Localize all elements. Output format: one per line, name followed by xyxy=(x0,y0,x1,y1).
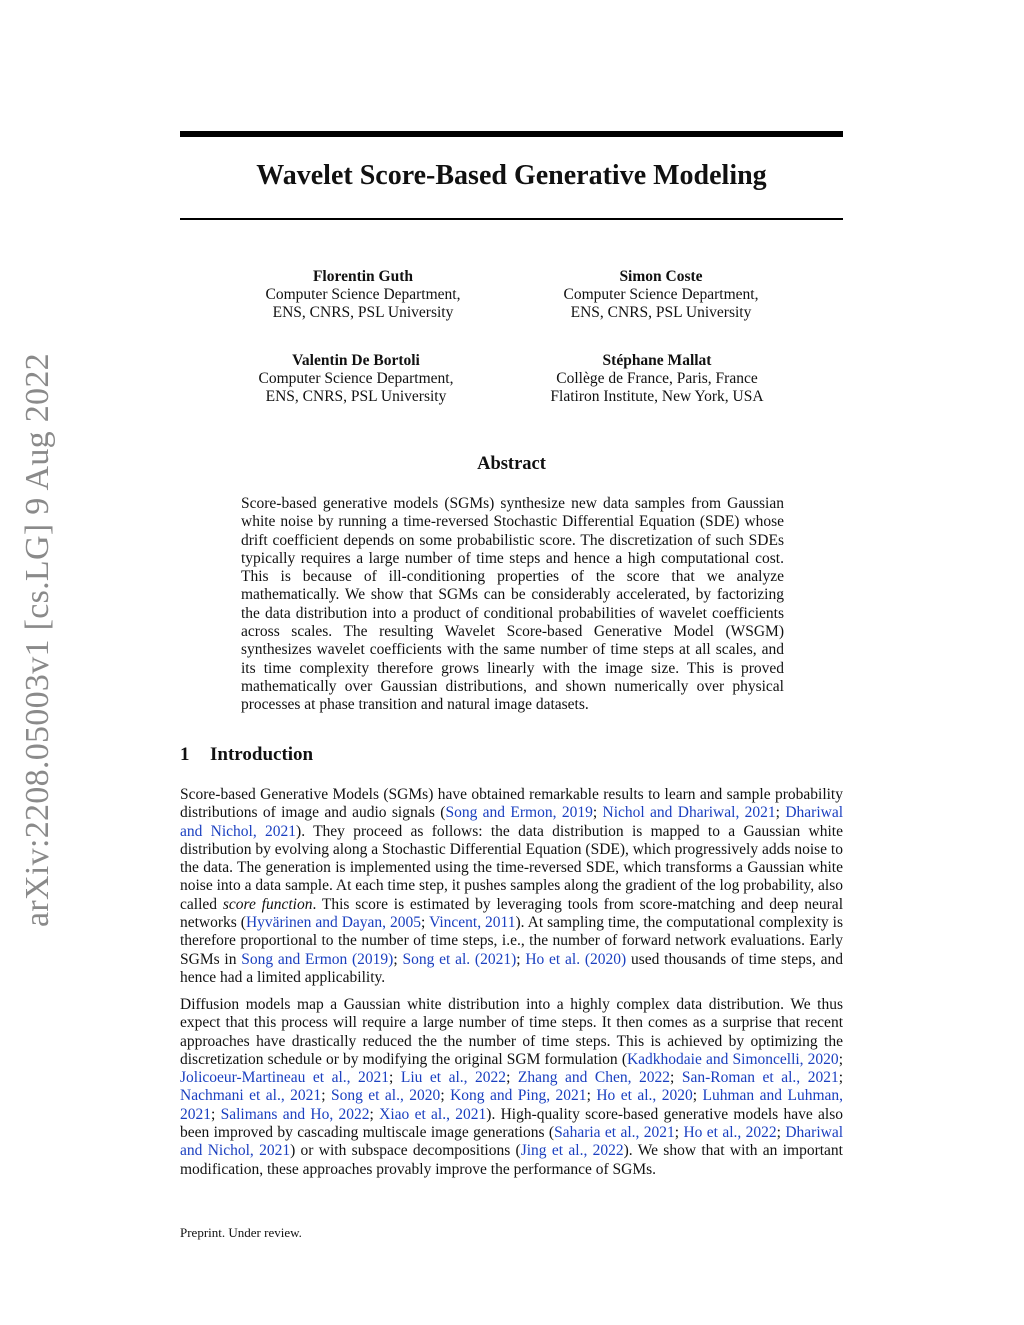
citation-link[interactable]: San-Roman et al., 2021 xyxy=(681,1069,839,1087)
arxiv-stamp xyxy=(6,350,70,930)
section-number: 1 xyxy=(180,744,190,765)
arxiv-stamp-text: arXiv:2208.05003v1 [cs.LG] 9 Aug 2022 xyxy=(19,353,56,927)
citation-link[interactable]: Ho et al. (2020) xyxy=(525,950,627,968)
citation-link[interactable]: Song and Ermon (2019) xyxy=(241,950,394,968)
author-affiliation: Computer Science Department, xyxy=(258,370,454,387)
citation-link[interactable]: Song et al., 2020 xyxy=(330,1087,441,1105)
intro-paragraph-1: Score-based Generative Models (SGMs) have obtained remarkable results to learn and sample probability distributions of image and audio signals (Song and Ermon, 2019; Nichol and Dhariwal, 2021; Dhariwal and Nichol, 2021). They proceed as follows: the data distribution is mapped to a Gaussian white distribution by evolving along a Stochastic Differential Equation (SDE), which progressively adds noise to the data. The generation is implemented using the time-reversed SDE, which transforms a Gaussian white noise into a data sample. At each time step, it pushes samples along the gradient of the log probability, also called score function. This score is estimated by leveraging tools from score-matching and deep neural networks (Hyvärinen and Dayan, 2005; Vincent, 2011). At sampling time, the computational complexity is therefore proportional to the number of time steps, i.e., the number of forward network evaluations. Early SGMs in Song and Ermon (2019); Song et al. (2021); Ho et al. (2020) used thousands of time steps, and hence had a limited applicability. xyxy=(180,786,844,986)
section-heading xyxy=(180,744,313,766)
citation-link[interactable]: Hyvärinen and Dayan, 2005 xyxy=(245,914,422,932)
author-affiliation: ENS, CNRS, PSL University xyxy=(570,304,752,321)
author-affiliation: Computer Science Department, xyxy=(563,286,759,303)
citation-link[interactable]: Salimans and Ho, 2022 xyxy=(220,1105,370,1123)
citation-link[interactable]: Kong and Ping, 2021 xyxy=(450,1087,587,1105)
citation-link[interactable]: Dhariwal and Nichol, 2021 xyxy=(180,804,844,840)
author-affiliation: Flatiron Institute, New York, USA xyxy=(550,388,764,405)
author-block xyxy=(511,268,811,322)
citation-link[interactable]: Nichol and Dhariwal, 2021 xyxy=(602,804,776,822)
abstract-text: Score-based generative models (SGMs) synthesize new data samples from Gaussian white noise by running a time-reversed Stochastic Differential Equation (SDE) whose drift coefficient depends on some probabilistic score. The discretization of such SDEs typically requires a large number of time steps and hence a high computational cost. This is because of ill-conditioning properties of the score that we analyze mathematically. We show that SGMs can be considerably accelerated, by factorizing the data distribution into a product of conditional probabilities of wavelet coefficients across scales. The resulting Wavelet Score-based Generative Model (WSGM) synthesizes wavelet coefficients with the same number of time steps at all scales, and its time complexity therefore grows linearly with the image size. This is proved mathematically over Gaussian distributions, and shown numerically over physical processes at phase transition and natural image datasets. xyxy=(241,495,784,714)
author-name: Valentin De Bortoli xyxy=(292,352,420,369)
citation-link[interactable]: Kadkhodaie and Simoncelli, 2020 xyxy=(626,1050,839,1068)
citation-link[interactable]: Jolicoeur-Martineau et al., 2021 xyxy=(180,1069,390,1087)
title-top-rule xyxy=(180,131,843,137)
citation-link[interactable]: Luhman and Luhman, 2021 xyxy=(180,1087,843,1123)
citation-link[interactable]: Ho et al., 2022 xyxy=(683,1124,777,1142)
citation-link[interactable]: Saharia et al., 2021 xyxy=(554,1124,675,1142)
citation-link[interactable]: Liu et al., 2022 xyxy=(400,1069,507,1087)
citation-link[interactable]: Xiao et al., 2021 xyxy=(379,1105,487,1123)
author-affiliation: ENS, CNRS, PSL University xyxy=(265,388,447,405)
preprint-footer: Preprint. Under review. xyxy=(180,1225,302,1240)
author-block xyxy=(206,352,506,406)
citation-link[interactable]: Nachmani et al., 2021 xyxy=(180,1087,322,1105)
author-name: Simon Coste xyxy=(619,268,703,285)
author-name: Florentin Guth xyxy=(312,268,414,285)
title-bottom-rule xyxy=(180,218,843,220)
citation-link[interactable]: Jing et al., 2022 xyxy=(520,1142,624,1160)
emphasis-text: score function xyxy=(222,895,313,913)
author-affiliation: Collège de France, Paris, France xyxy=(556,370,758,387)
author-name: Stéphane Mallat xyxy=(602,352,712,369)
citation-link[interactable]: Ho et al., 2020 xyxy=(596,1087,693,1105)
author-block xyxy=(507,352,807,406)
citation-link[interactable]: Dhariwal and Nichol, 2021 xyxy=(180,1124,844,1160)
paper-title: Wavelet Score-Based Generative Modeling xyxy=(256,160,767,191)
citation-link[interactable]: Vincent, 2011 xyxy=(429,914,516,932)
author-affiliation: ENS, CNRS, PSL University xyxy=(272,304,454,321)
section-title: Introduction xyxy=(210,744,314,765)
author-affiliation: Computer Science Department, xyxy=(265,286,461,303)
citation-link[interactable]: Zhang and Chen, 2022 xyxy=(517,1069,671,1087)
citation-link[interactable]: Song et al. (2021) xyxy=(402,950,517,968)
citation-link[interactable]: Song and Ermon, 2019 xyxy=(445,804,593,822)
author-block xyxy=(213,268,513,322)
abstract-heading: Abstract xyxy=(477,454,546,474)
intro-paragraph-2: Diffusion models map a Gaussian white distribution into a highly complex data distribution. We thus expect that this process will require a large number of time steps. It then comes as a surprise that recent approaches have drastically reduced the the number of time steps. This is achieved by optimizing the discretization schedule or by modifying the original SGM formulation (Kadkhodaie and Simoncelli, 2020; Jolicoeur-Martineau et al., 2021; Liu et al., 2022; Zhang and Chen, 2022; San-Roman et al., 2021; Nachmani et al., 2021; Song et al., 2020; Kong and Ping, 2021; Ho et al., 2020; Luhman and Luhman, 2021; Salimans and Ho, 2022; Xiao et al., 2021). High-quality score-based generative models have also been improved by cascading multiscale image generations (Saharia et al., 2021; Ho et al., 2022; Dhariwal and Nichol, 2021) or with subspace decompositions (Jing et al., 2022). We show that with an important modification, these approaches provably improve the performance of SGMs. xyxy=(180,996,844,1178)
